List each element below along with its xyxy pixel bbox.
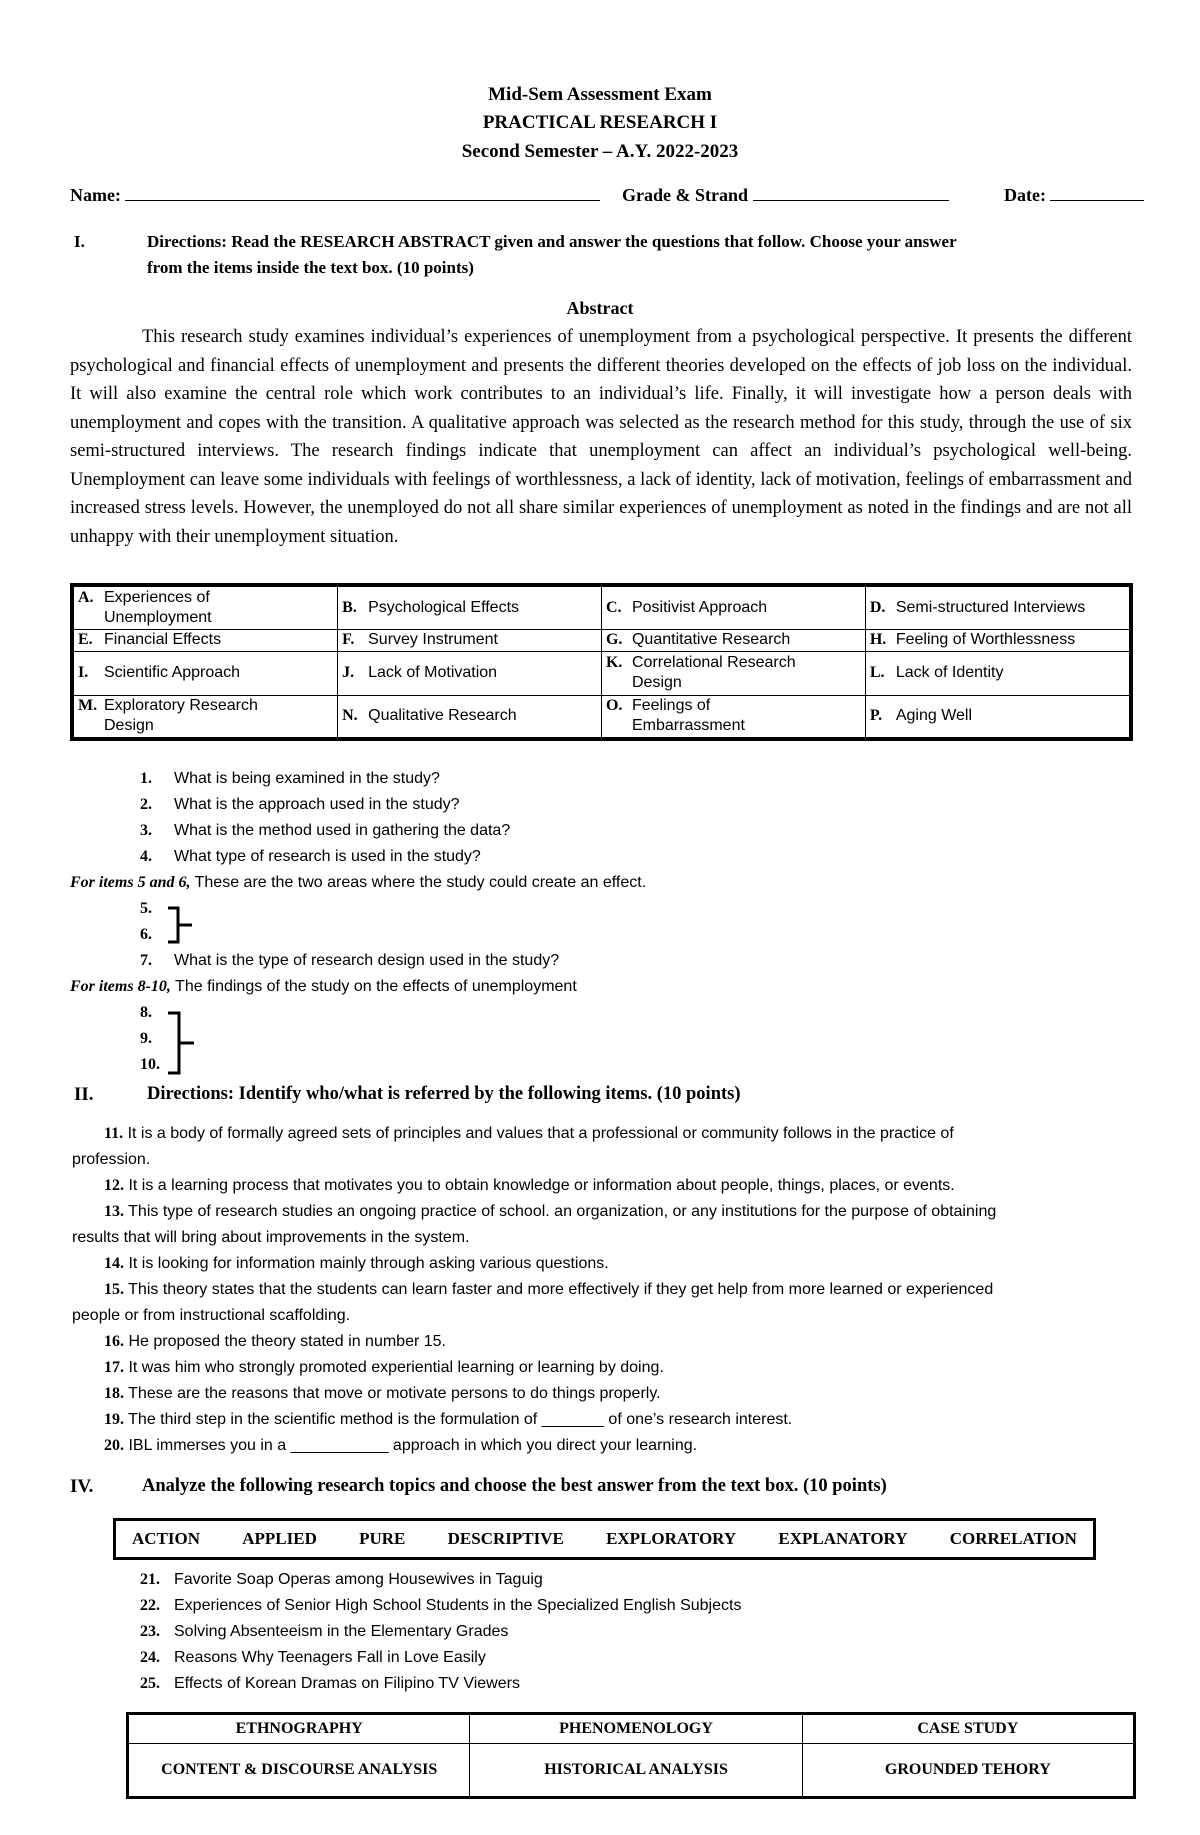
choice-letter: C. — [605, 598, 622, 616]
design-phenomenology: PHENOMENOLOGY — [470, 1714, 802, 1744]
choice-text: Lack of Identity — [895, 664, 1004, 681]
design-historical-analysis: HISTORICAL ANALYSIS — [470, 1744, 802, 1798]
grade-row — [622, 185, 949, 206]
choice-text: Quantitative Research — [631, 631, 791, 648]
type-exploratory: EXPLORATORY — [606, 1529, 737, 1548]
choice-text: Aging Well — [895, 707, 973, 725]
choice-text: Correlational Research Design — [631, 654, 796, 691]
choice-letter: I. — [78, 664, 89, 681]
part1-directions-line1: Directions: Read the RESEARCH ABSTRACT given and answer the questions that follow. Choose your answer — [147, 232, 957, 251]
choice-letter: E. — [78, 631, 93, 648]
question-4: 4. What type of research is used in the study? — [140, 848, 481, 865]
abstract-title: Abstract — [566, 298, 634, 318]
choice-letter: J. — [342, 664, 355, 681]
date-row — [1004, 185, 1144, 206]
name-blank[interactable] — [125, 186, 600, 201]
semester-title: Second Semester – A.Y. 2022-2023 — [461, 141, 739, 162]
type-descriptive: DESCRIPTIVE — [447, 1529, 564, 1548]
item-15-cont: people or from instructional scaffolding. — [72, 1307, 351, 1324]
choice-text: Survey Instrument — [368, 631, 498, 648]
design-content-discourse: CONTENT & DISCOURSE ANALYSIS — [128, 1744, 470, 1798]
item-13: 13. This type of research studies an ongoing practice of school. an organization, or any institutions for the purpose of obtaining — [104, 1203, 997, 1220]
item-14: 14. It is looking for information mainly through asking various questions. — [104, 1255, 609, 1272]
choice-letter: P. — [869, 707, 883, 725]
item-21: 21. Favorite Soap Operas among Housewives in Taguig — [140, 1571, 543, 1588]
item-12: 12. It is a learning process that motivates you to obtain knowledge or information about people, things, places, or events. — [104, 1177, 955, 1194]
part2-directions: Directions: Identify who/what is referred by the following items. (10 points) — [147, 1084, 741, 1104]
answer-10-label: 10. — [140, 1056, 160, 1073]
date-blank[interactable] — [1050, 186, 1144, 201]
items-5-6-instruction: For items 5 and 6, These are the two areas where the study could create an effect. — [70, 874, 647, 891]
answer-5-label: 5. — [140, 900, 152, 917]
choice-letter: G. — [605, 631, 623, 648]
exam-title: Mid-Sem Assessment Exam — [488, 84, 712, 105]
type-correlation: CORRELATION — [949, 1529, 1077, 1548]
choice-letter: L. — [869, 664, 885, 681]
item-11: 11. It is a body of formally agreed sets of principles and values that a professional or community follows in the practice of — [104, 1125, 954, 1142]
part4-directions: Analyze the following research topics and choose the best answer from the text box. (10 points) — [142, 1476, 887, 1496]
abstract-text: This research study examines individual’s experiences of unemployment from a psychological perspective. It presents the different psychological and financial effects of unemployment and presents the different theories developed on the effects of job loss on the individual. It will also examine the central role which work contributes to an individual’s life. Finally, it will investigate how a person deals with unemployment and copes with the transition. A qualitative approach was selected as the research method for this study, through the use of six semi-structured interviews. The research findings indicate that unemployment can affect an individual’s psychological well-being. Unemployment can leave some individuals with feelings of worthlessness, a lack of identity, lack of motivation, feelings of embarrassment and increased stress levels. However, the unemployed do not all share similar experiences of unemployment as noted in the findings and are not all unhappy with their unemployment situation. — [70, 327, 1132, 547]
question-7: 7. What is the type of research design used in the study? — [140, 952, 560, 969]
bracket-8-10-icon — [166, 1010, 200, 1076]
choice-text: Financial Effects — [104, 631, 222, 648]
question-3: 3. What is the method used in gathering the data? — [140, 822, 511, 839]
choice-text: Feeling of Worthlessness — [895, 631, 1076, 648]
item-13-cont: results that will bring about improvements in the system. — [72, 1229, 470, 1246]
design-grounded-theory: GROUNDED TEHORY — [802, 1744, 1134, 1798]
choice-letter: B. — [342, 598, 357, 616]
item-20: 20. IBL immerses you in a ___________ approach in which you direct your learning. — [104, 1437, 698, 1454]
name-label: Name: — [70, 185, 121, 205]
part2-items — [72, 1121, 1134, 1459]
choice-letter: H. — [869, 631, 887, 648]
type-pure: PURE — [359, 1529, 406, 1548]
choice-text: Exploratory Research Design — [104, 697, 258, 735]
research-types-box — [113, 1518, 1096, 1560]
choice-text: Experiences of Unemployment — [104, 588, 212, 626]
type-action: ACTION — [132, 1529, 201, 1548]
type-applied: APPLIED — [242, 1529, 317, 1548]
item-16: 16. He proposed the theory stated in number 15. — [104, 1333, 446, 1350]
name-row — [70, 185, 600, 206]
item-22: 22. Experiences of Senior High School Students in the Specialized English Subjects — [140, 1597, 742, 1614]
answer-9-label: 9. — [140, 1030, 152, 1047]
choice-letter: A. — [78, 588, 94, 606]
item-19: 19. The third step in the scientific method is the formulation of _______ of one’s research interest. — [104, 1411, 793, 1428]
choice-text: Qualitative Research — [368, 707, 517, 725]
part2-numeral: II. — [74, 1084, 94, 1105]
item-18: 18. These are the reasons that move or motivate persons to do things properly. — [104, 1385, 661, 1402]
item-15: 15. This theory states that the students can learn faster and more effectively if they get help from more learned or experienced — [104, 1281, 994, 1298]
item-23: 23. Solving Absenteeism in the Elementary Grades — [140, 1623, 509, 1640]
choice-letter: F. — [342, 631, 355, 648]
bracket-5-6-icon — [166, 905, 196, 945]
date-label: Date: — [1004, 185, 1046, 205]
answer-choices-table — [70, 583, 1133, 741]
choice-letter: D. — [869, 598, 886, 616]
answer-6-label: 6. — [140, 926, 152, 943]
grade-blank[interactable] — [753, 186, 949, 201]
type-explanatory: EXPLANATORY — [778, 1529, 908, 1548]
question-2: 2. What is the approach used in the study? — [140, 796, 460, 813]
items-8-10-instruction: For items 8-10, The findings of the study on the effects of unemployment — [70, 978, 577, 995]
choice-letter: M. — [78, 697, 98, 715]
item-25: 25. Effects of Korean Dramas on Filipino TV Viewers — [140, 1675, 520, 1692]
part4-numeral: IV. — [70, 1476, 94, 1497]
item-11-cont: profession. — [72, 1151, 151, 1168]
choice-text: Lack of Motivation — [368, 664, 498, 681]
item-17: 17. It was him who strongly promoted experiential learning or learning by doing. — [104, 1359, 664, 1376]
part1-directions-line2: from the items inside the text box. (10 points) — [147, 258, 474, 277]
choice-text: Positivist Approach — [631, 598, 768, 616]
subject-title: PRACTICAL RESEARCH I — [482, 112, 718, 133]
design-ethnography: ETHNOGRAPHY — [128, 1714, 470, 1744]
grade-label: Grade & Strand — [622, 185, 748, 205]
answer-8-label: 8. — [140, 1004, 152, 1021]
choice-text: Scientific Approach — [104, 664, 241, 681]
item-24: 24. Reasons Why Teenagers Fall in Love Easily — [140, 1649, 486, 1666]
choice-text: Semi-structured Interviews — [895, 598, 1086, 616]
choice-letter: K. — [605, 654, 623, 671]
choice-letter: N. — [342, 707, 358, 725]
research-designs-table — [126, 1712, 1136, 1799]
question-1: 1. What is being examined in the study? — [140, 770, 440, 787]
part1-numeral: I. — [74, 232, 85, 251]
design-case-study: CASE STUDY — [802, 1714, 1134, 1744]
choice-text: Psychological Effects — [368, 598, 520, 616]
choice-letter: O. — [605, 697, 623, 715]
choice-text: Feelings of Embarrassment — [631, 697, 745, 735]
